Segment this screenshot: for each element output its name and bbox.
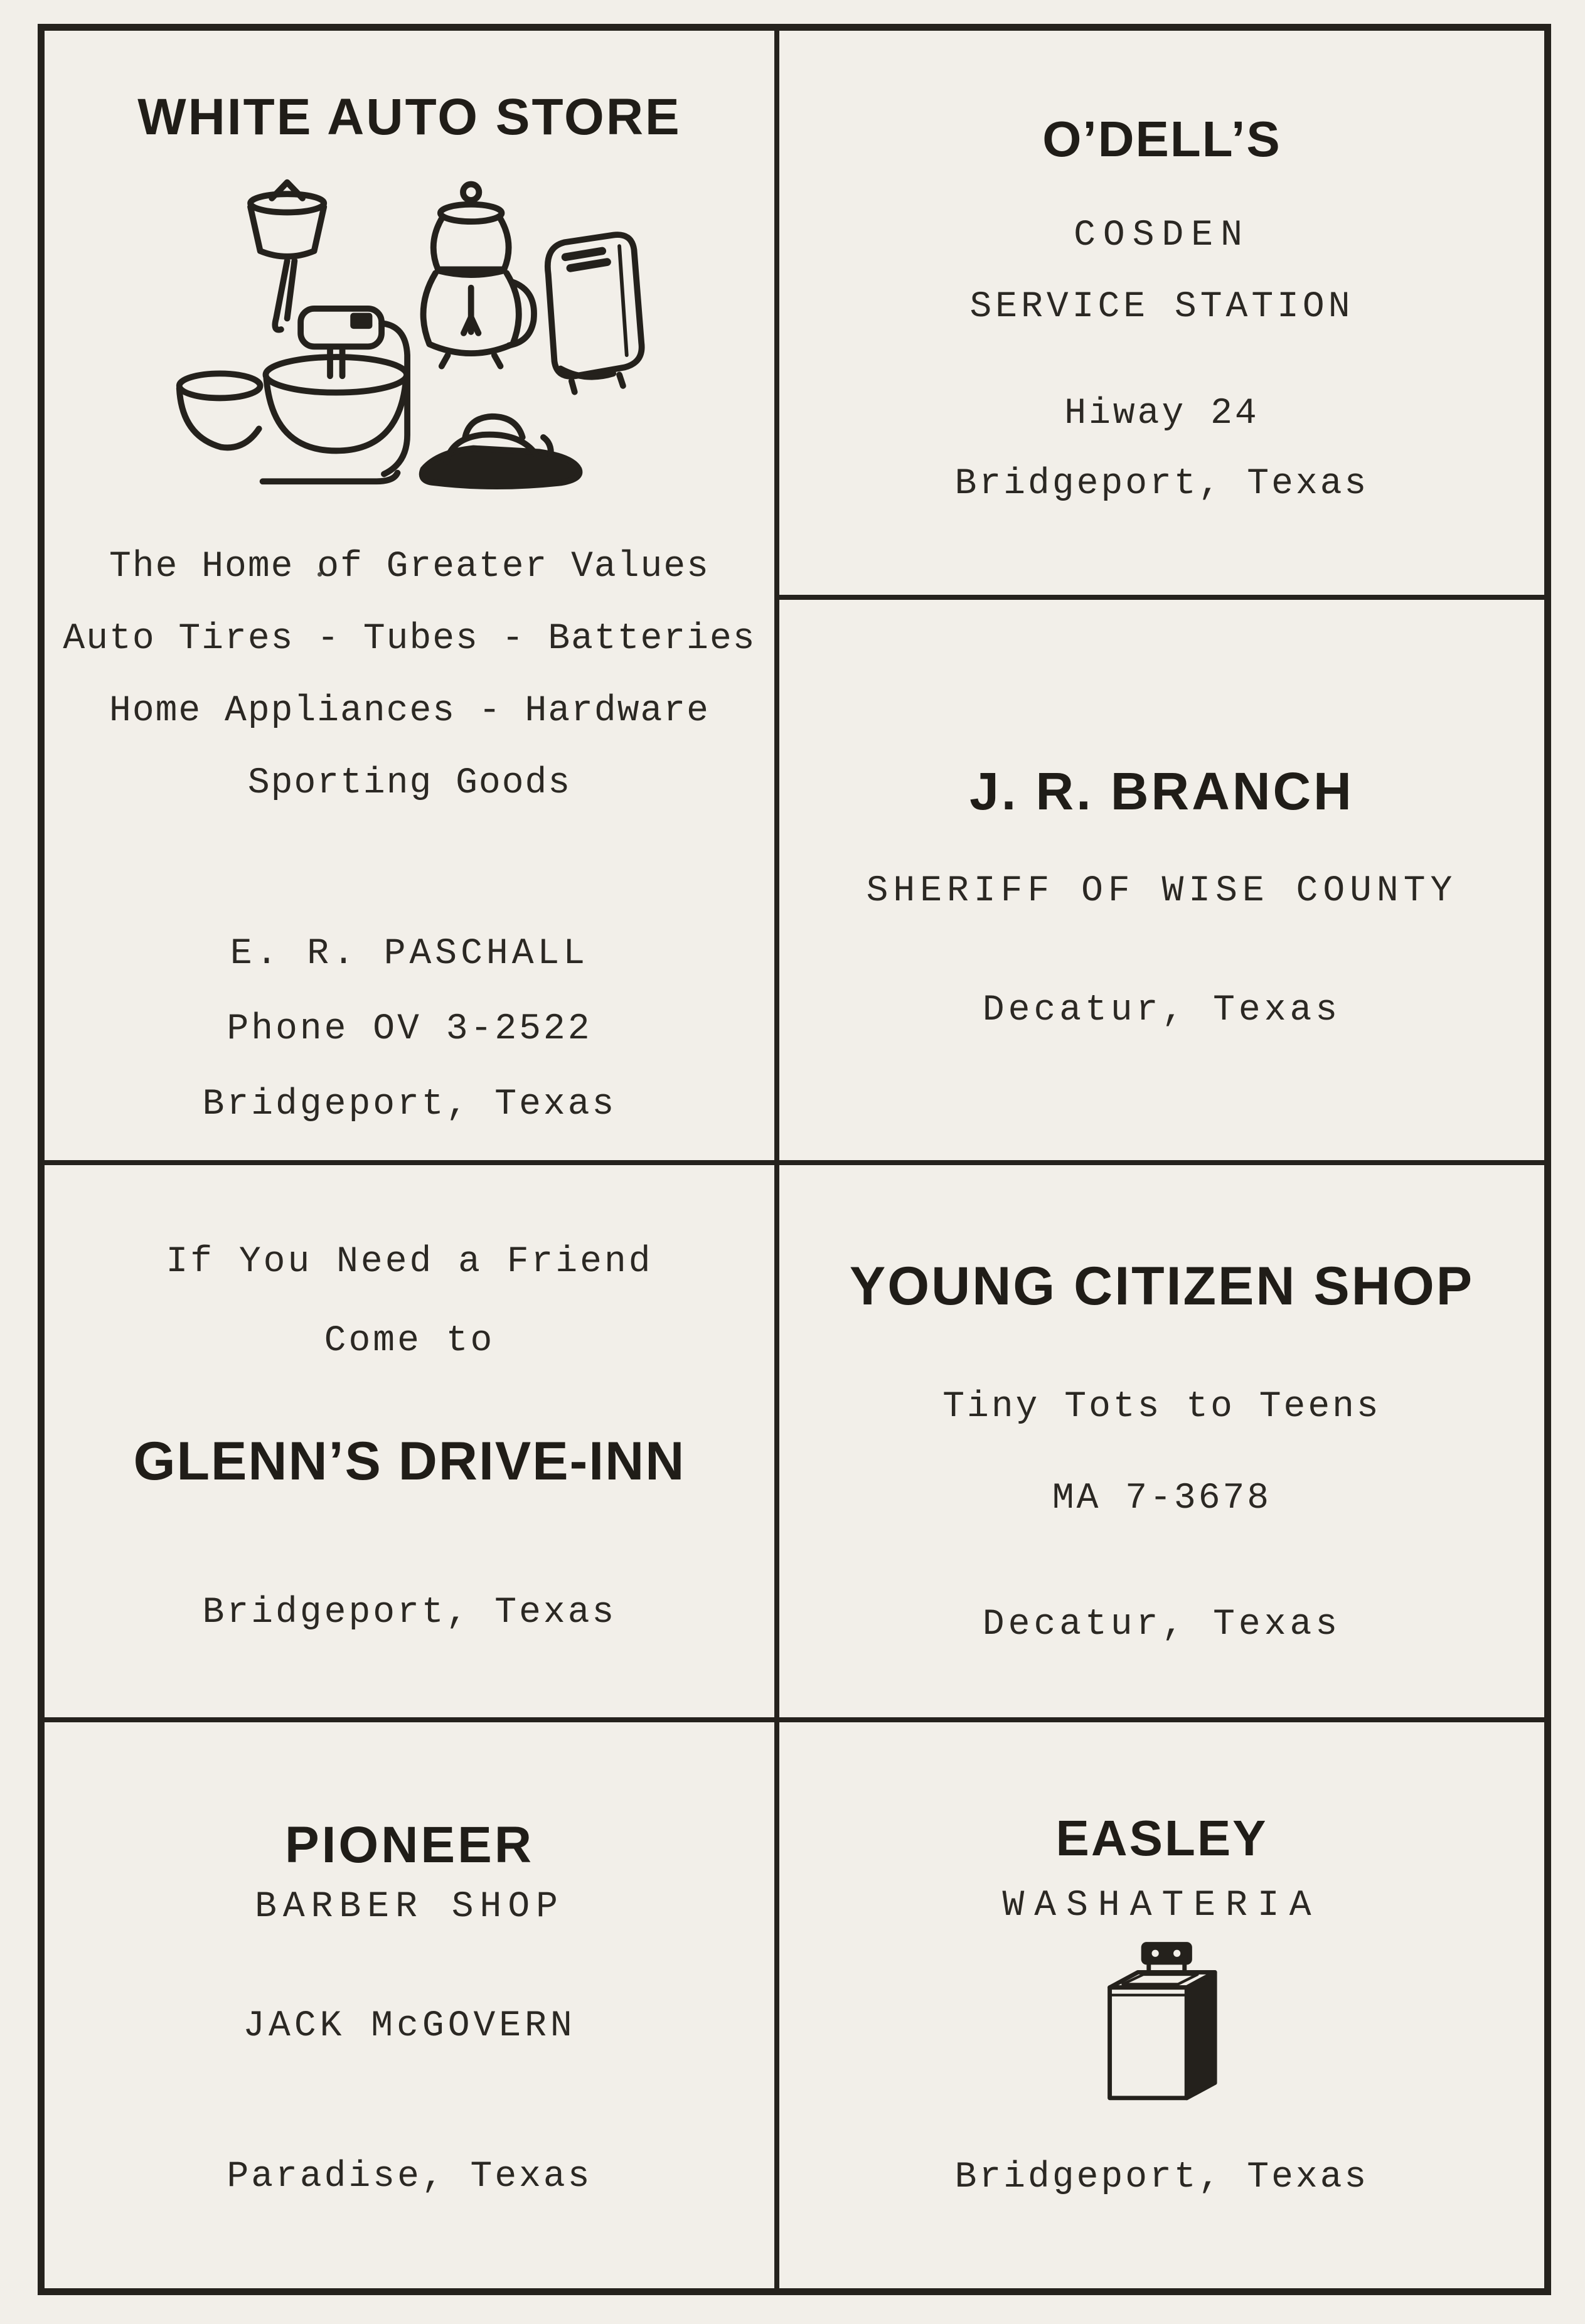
ad-white-auto-store [45, 31, 774, 1160]
odells-business-type: SERVICE STATION [969, 286, 1354, 328]
ad-jr-branch-sheriff [779, 600, 1544, 1160]
white-auto-products-line-1: Auto Tires - Tubes - Batteries [63, 618, 756, 659]
glenns-lead-line-1: If You Need a Friend [166, 1242, 653, 1282]
white-auto-owner: E. R. PASCHALL [230, 934, 589, 975]
ad-odells-service-station [779, 31, 1544, 595]
easley-subtitle: WASHATERIA [1002, 1885, 1321, 1926]
horizontal-divider-2 [45, 1717, 1544, 1722]
branch-title: J. R. BRANCH [969, 762, 1354, 821]
white-auto-city: Bridgeport, Texas [202, 1084, 617, 1126]
odells-brand: COSDEN [1074, 215, 1250, 256]
horizontal-divider-right [779, 595, 1544, 600]
white-auto-store-title: WHITE AUTO STORE [137, 88, 681, 146]
pioneer-owner: JACK McGOVERN [243, 2005, 576, 2047]
young-citizen-title: YOUNG CITIZEN SHOP [849, 1256, 1475, 1316]
pioneer-title: PIONEER [284, 1816, 535, 1874]
ad-easley-washateria [779, 1722, 1544, 2288]
page-border [38, 24, 1551, 2295]
white-auto-tagline: The Home of Greater Values [109, 546, 710, 587]
ad-young-citizen-shop [779, 1165, 1544, 1717]
washing-machine-illustration-icon [1091, 1934, 1232, 2113]
white-auto-phone: Phone OV 3-2522 [227, 1009, 592, 1050]
pioneer-city: Paradise, Texas [227, 2156, 592, 2198]
easley-city: Bridgeport, Texas [954, 2156, 1369, 2198]
ad-pioneer-barber-shop [45, 1722, 774, 2288]
pioneer-subtitle: BARBER SHOP [255, 1886, 564, 1927]
easley-title: EASLEY [1055, 1810, 1268, 1866]
young-citizen-tagline: Tiny Tots to Teens [942, 1387, 1381, 1428]
horizontal-divider-1 [45, 1160, 1544, 1165]
young-citizen-phone: MA 7-3678 [1052, 1478, 1272, 1520]
branch-city: Decatur, Texas [982, 990, 1342, 1031]
glenns-title: GLENN’S DRIVE-INN [133, 1431, 686, 1492]
odells-title: O’DELL’S [1042, 111, 1281, 167]
odells-address: Hiway 24 [1064, 393, 1259, 434]
odells-city: Bridgeport, Texas [954, 463, 1369, 504]
white-auto-products-line-2: Home Appliances - Hardware [109, 691, 710, 732]
glenns-lead-line-2: Come to [324, 1321, 495, 1362]
white-auto-products-line-3: Sporting Goods [247, 763, 572, 804]
vertical-divider [774, 31, 779, 2288]
young-citizen-city: Decatur, Texas [982, 1604, 1342, 1645]
appliances-illustration-icon [146, 171, 673, 490]
glenns-city: Bridgeport, Texas [202, 1592, 617, 1633]
ad-glenns-drive-inn [45, 1165, 774, 1717]
branch-office: SHERIFF OF WISE COUNTY [866, 871, 1458, 912]
